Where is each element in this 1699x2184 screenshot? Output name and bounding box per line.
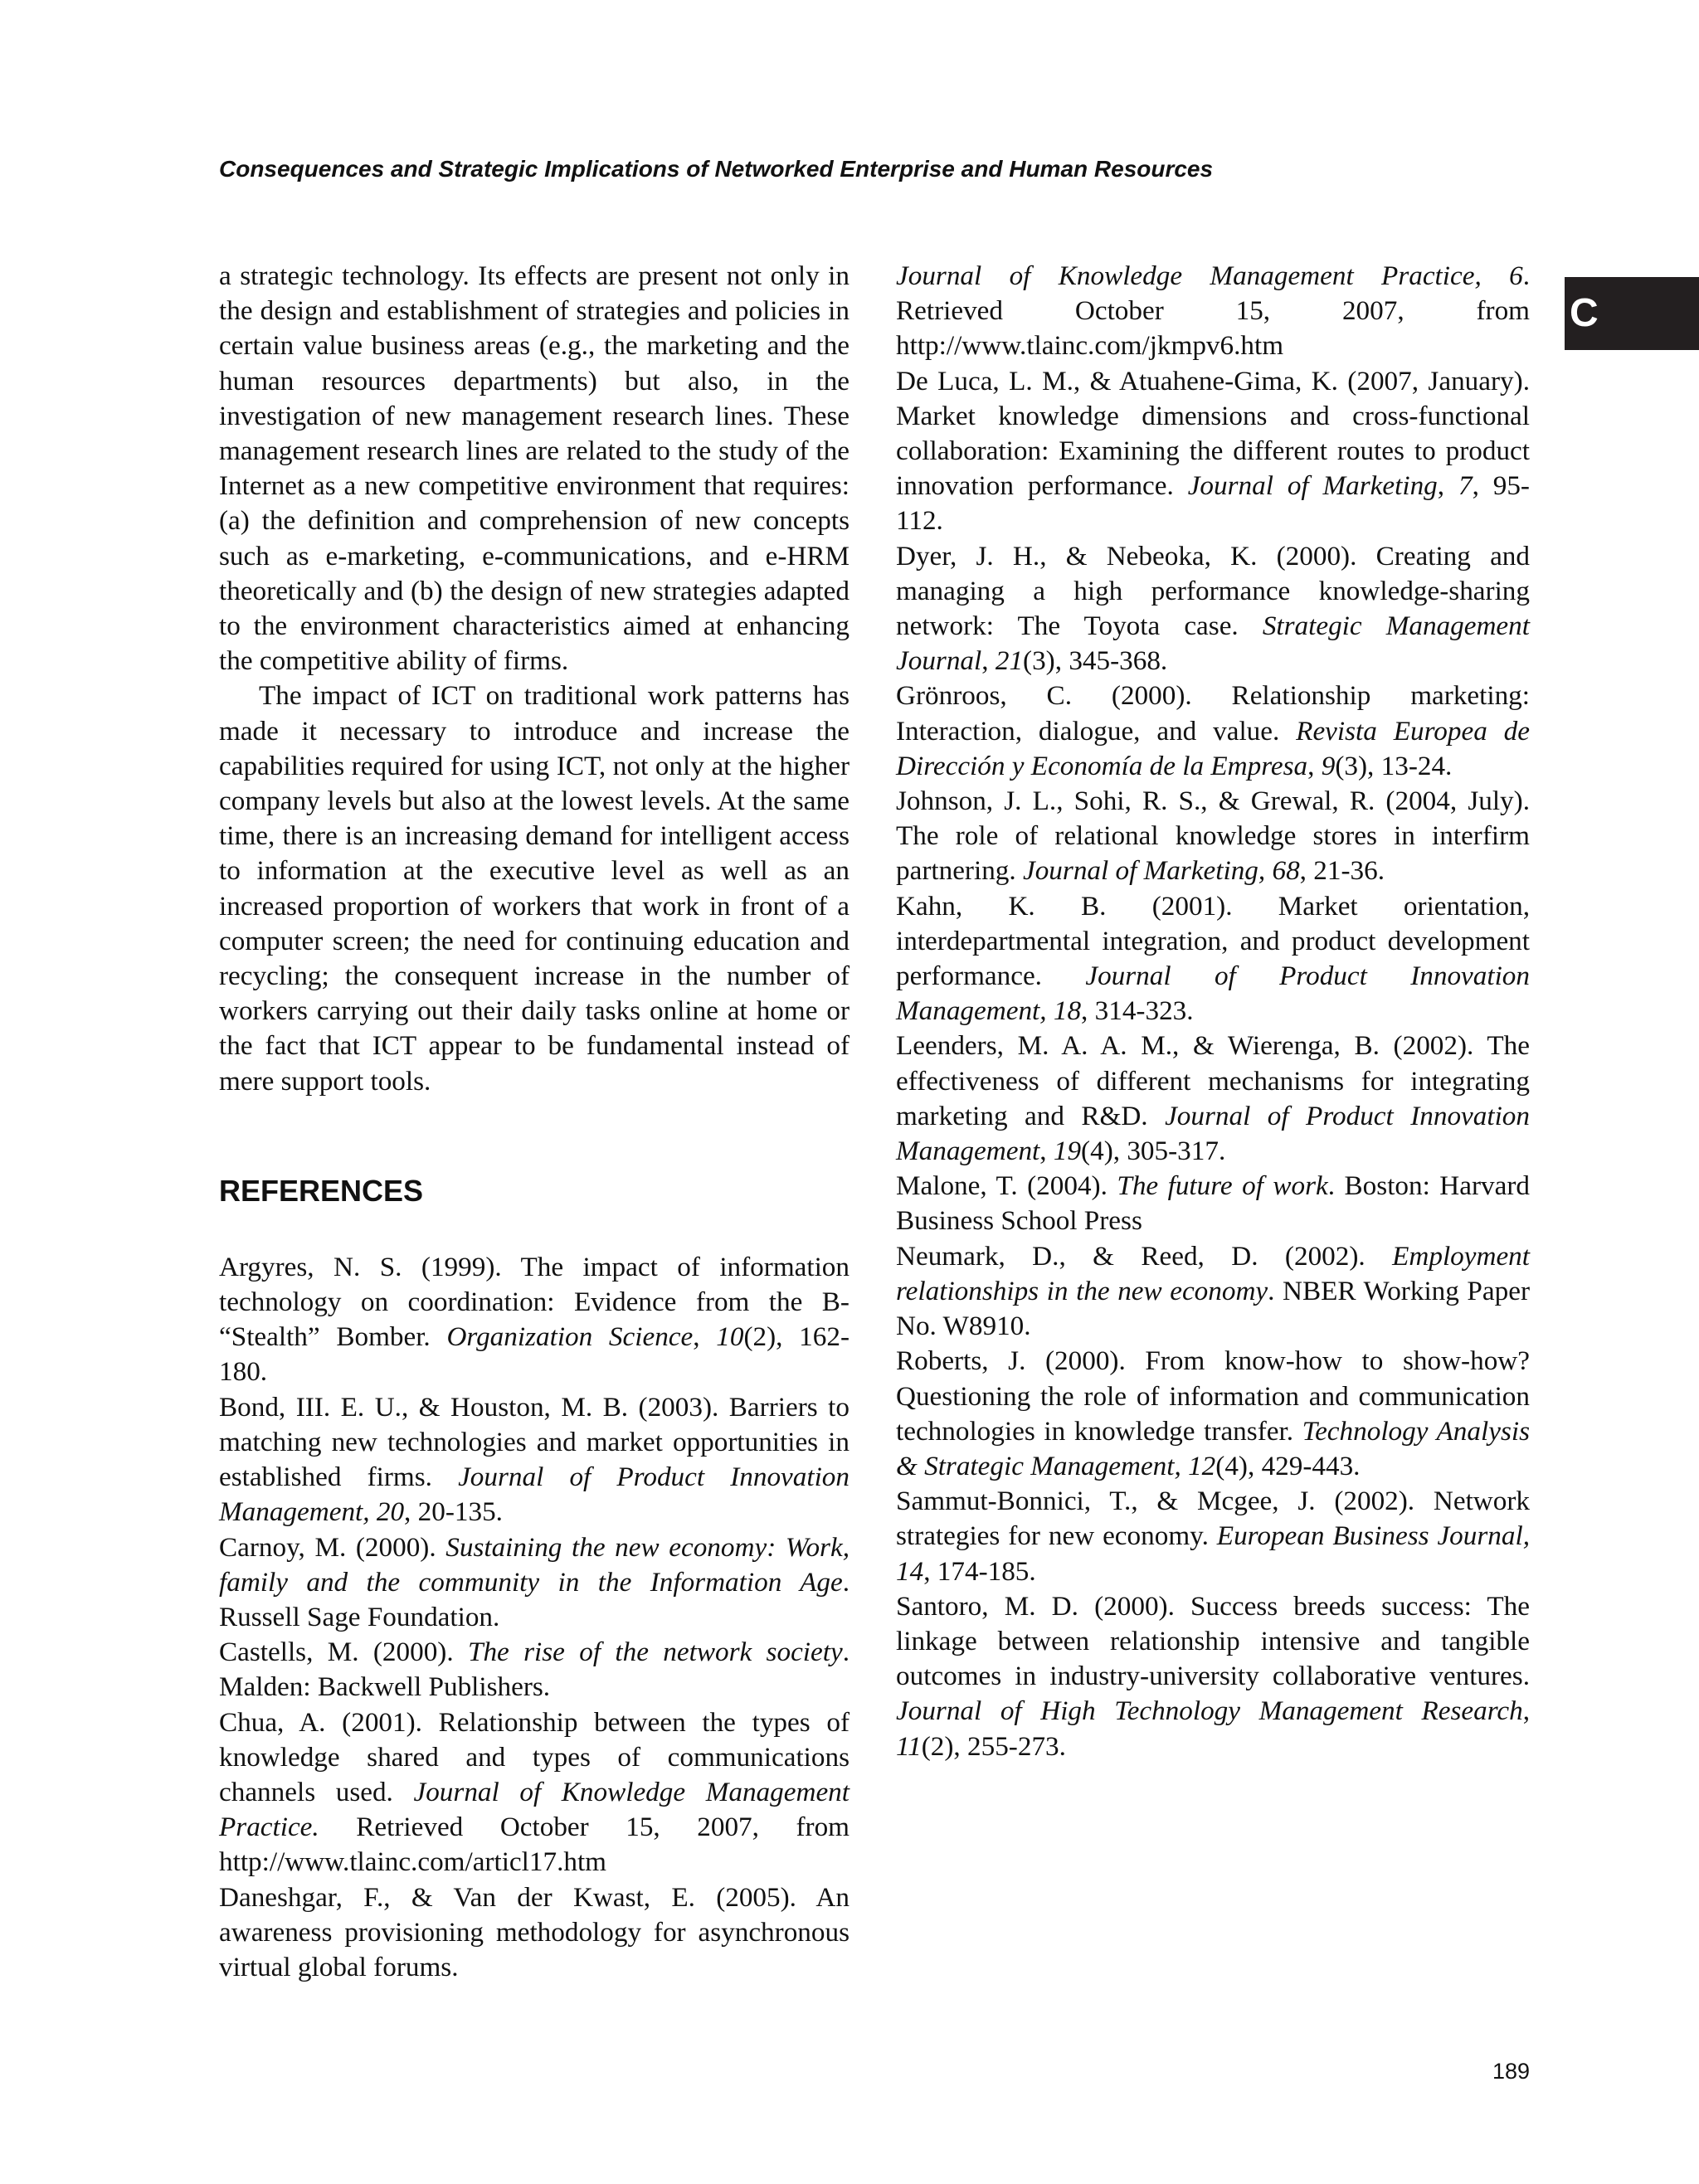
- reference-item: Santoro, M. D. (2000). Success breeds success: The linkage between relationship intensive and tangible outcomes in industry-university collaborative ventures. Journal of High Technology Management Research, 11(2), 255-273.: [896, 1590, 1530, 1762]
- section-tab-marker: C: [1565, 277, 1699, 350]
- body-paragraph: The impact of ICT on traditional work patterns has made it necessary to introduce and increase the capabilities required for using ICT, not only at the higher company levels but also at the lowest levels. At the same time, there is an increasing demand for intelligent access to information at the executive level as well as an increased proportion of workers that work in front of a computer screen; the need for continuing education and recycling; the consequent increase in the number of workers carrying out their daily tasks online at home or the fact that ICT appear to be fundamental instead of mere support tools.: [219, 680, 850, 1097]
- reference-item-continuation: Journal of Knowledge Management Practice, 6. Retrieved October 15, 2007, from http://www.tlainc.com/jkmpv6.htm: [896, 260, 1530, 362]
- reference-item: Argyres, N. S. (1999). The impact of information technology on coordination: Evidence from the B- “Stealth” Bomber. Organization Science, 10(2), 162-180.: [219, 1251, 850, 1388]
- left-column: [219, 259, 850, 1985]
- reference-item: Kahn, K. B. (2001). Market orientation, interdepartmental integration, and product development performance. Journal of Product Innovation Management, 18, 314-323.: [896, 890, 1530, 1027]
- reference-item: Bond, III. E. U., & Houston, M. B. (2003). Barriers to matching new technologies and market opportunities in established firms. Journal of Product Innovation Management, 20, 20-135.: [219, 1391, 850, 1528]
- reference-item: Grönroos, C. (2000). Relationship marketing: Interaction, dialogue, and value. Revista Europea de Dirección y Economía de la Empresa, 9(3), 13-24.: [896, 680, 1530, 781]
- reference-item: Sammut-Bonnici, T., & Mcgee, J. (2002). Network strategies for new economy. European Business Journal, 14, 174-185.: [896, 1486, 1530, 1587]
- running-header: Consequences and Strategic Implications of Networked Enterprise and Human Resources: [219, 156, 1214, 182]
- reference-item-continued: Daneshgar, F., & Van der Kwast, E. (2005). An awareness provisioning methodology for asynchronous virtual global forums.: [219, 1881, 850, 1982]
- right-column: [896, 259, 1530, 1764]
- reference-item: Castells, M. (2000). The rise of the network society. Malden: Backwell Publishers.: [219, 1637, 850, 1703]
- reference-item: Neumark, D., & Reed, D. (2002). Employment relationships in the new economy. NBER Working Paper No. W8910.: [896, 1240, 1530, 1342]
- reference-item: Johnson, J. L., Sohi, R. S., & Grewal, R. (2004, July). The role of relational knowledge stores in interfirm partnering. Journal of Marketing, 68, 21-36.: [896, 786, 1530, 887]
- references-heading: REFERENCES: [219, 1173, 424, 1208]
- reference-item: Dyer, J. H., & Nebeoka, K. (2000). Creating and managing a high performance knowledge-sharing network: The Toyota case. Strategic Management Journal, 21(3), 345-368.: [896, 540, 1530, 677]
- reference-item: Carnoy, M. (2000). Sustaining the new economy: Work, family and the community in the Information Age. Russell Sage Foundation.: [219, 1531, 850, 1632]
- page-number: 189: [1492, 2059, 1530, 2084]
- reference-item: Chua, A. (2001). Relationship between the types of knowledge shared and types of communications channels used. Journal of Knowledge Management Practice. Retrieved October 15, 2007, from http://www.tlainc.com/articl17.htm: [219, 1706, 850, 1878]
- body-paragraph: a strategic technology. Its effects are present not only in the design and establishment of strategies and policies in certain value business areas (e.g., the marketing and the human resources departments) but also, in the investigation of new management research lines. These management research lines are related to the study of the Internet as a new competitive environment that requires: (a) the definition and comprehension of new concepts such as e-marketing, e-communications, and e-HRM theoretically and (b) the design of new strategies adapted to the environment characteristics aimed at enhancing the competitive ability of firms.: [219, 260, 850, 677]
- reference-item: Leenders, M. A. A. M., & Wierenga, B. (2002). The effectiveness of different mechanisms for integrating marketing and R&D. Journal of Product Innovation Management, 19(4), 305-317.: [896, 1030, 1530, 1167]
- reference-item: Roberts, J. (2000). From know-how to show-how? Questioning the role of information and communication technologies in knowledge transfer. Technology Analysis & Strategic Management, 12(4), 429-443.: [896, 1345, 1530, 1481]
- reference-item: De Luca, L. M., & Atuahene-Gima, K. (2007, January). Market knowledge dimensions and cross-functional collaboration: Examining the different routes to product innovation performance. Journal of Marketing, 7, 95-112.: [896, 365, 1530, 537]
- reference-item: Malone, T. (2004). The future of work. Boston: Harvard Business School Press: [896, 1170, 1530, 1237]
